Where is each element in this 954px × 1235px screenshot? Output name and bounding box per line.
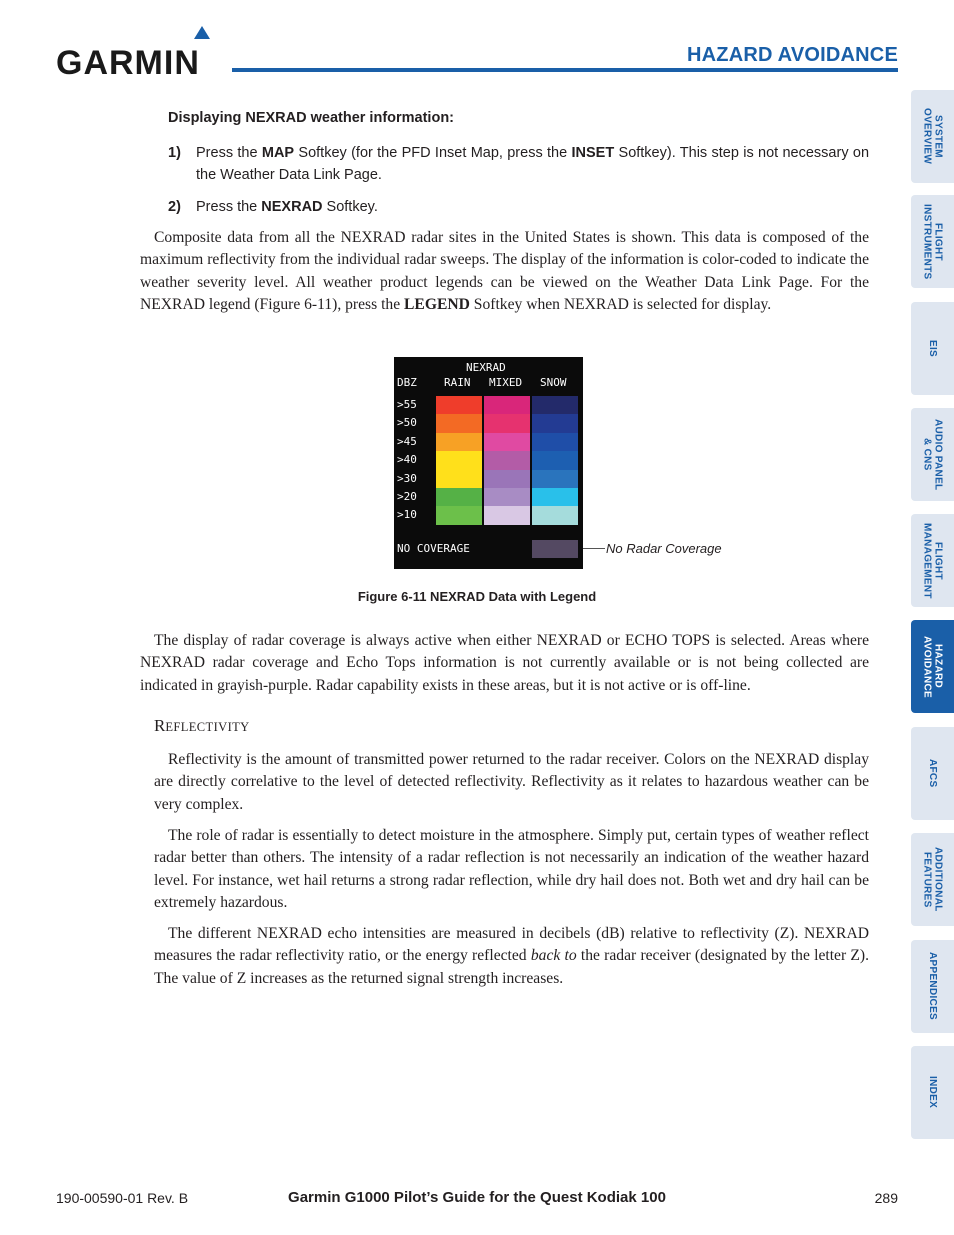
legend-swatch-mixed (484, 396, 530, 414)
legend-swatch-snow (532, 433, 578, 451)
legend-swatch-snow (532, 451, 578, 469)
legend-swatch-snow (532, 396, 578, 414)
legend-swatch-mixed (484, 433, 530, 451)
legend-swatch-mixed (484, 506, 530, 524)
procedure-step-2 (168, 196, 869, 218)
step-number: 2) (168, 199, 181, 215)
legend-swatch-snow (532, 488, 578, 506)
legend-swatch-mixed (484, 488, 530, 506)
nexrad-legend (394, 357, 583, 569)
legend-dbz-label: >20 (397, 490, 417, 503)
document-title: Garmin G1000 Pilot’s Guide for the Quest Kodiak 100 (288, 1189, 666, 1206)
tab-label: FLIGHT MANAGEMENT (921, 522, 944, 599)
legend-swatch-rain (436, 414, 482, 432)
softkey-map: MAP (261, 145, 295, 161)
tab-label: INDEX (927, 1076, 938, 1109)
tab-label: ADDITIONAL FEATURES (921, 847, 944, 912)
legend-swatch-mixed (484, 470, 530, 488)
legend-header-rain: RAIN (444, 376, 471, 389)
tab-label: AFCS (927, 759, 938, 788)
tab-index[interactable] (911, 1046, 954, 1139)
tab-label: APPENDICES (927, 952, 938, 1021)
tab-label: EIS (927, 339, 938, 358)
tab-audio-panel-cns[interactable] (911, 408, 954, 501)
legend-swatch-rain (436, 433, 482, 451)
paragraph-reflectivity-1: Reflectivity is the amount of transmitted power returned to the radar receiver. Colors on the NEXRAD display are directly correlative to the level of detected reflectivity. Reflectivity as it relates to hazardous weather can be very complex. (154, 751, 869, 813)
logo-triangle-icon (194, 26, 210, 39)
softkey-legend: LEGEND (404, 296, 470, 314)
tab-appendices[interactable] (911, 940, 954, 1033)
paragraph-composite-data: Composite data from all the NEXRAD radar sites in the United States is shown. This data is composed of the maximum reflectivity from the individual radar sweeps. The display of the information is color-coded to indicate the weather severity level. All weather product legends can be viewed on the Weather Data Link Page. For the NEXRAD legend (Figure 6-11), press the LEGEND Softkey when NEXRAD is selected for display. (140, 229, 869, 314)
document-number: 190-00590-01 Rev. B (56, 1190, 189, 1206)
legend-swatch-snow (532, 470, 578, 488)
garmin-logo (56, 26, 218, 82)
legend-no-coverage-label: NO COVERAGE (397, 542, 470, 555)
legend-swatch-rain (436, 451, 482, 469)
legend-header-dbz: DBZ (397, 376, 417, 389)
legend-header-snow: SNOW (540, 376, 567, 389)
legend-swatch-mixed (484, 451, 530, 469)
tab-hazard-avoidance[interactable] (911, 620, 954, 713)
step-number: 1) (168, 145, 181, 161)
no-coverage-swatch (532, 540, 578, 558)
legend-swatch-rain (436, 488, 482, 506)
legend-dbz-label: >55 (397, 398, 417, 411)
callout-label: No Radar Coverage (606, 541, 722, 556)
figure-caption: Figure 6-11 NEXRAD Data with Legend (357, 589, 597, 604)
tab-additional-features[interactable] (911, 833, 954, 926)
header-rule (232, 68, 898, 72)
legend-dbz-label: >45 (397, 434, 417, 448)
paragraph-radar-coverage: The display of radar coverage is always active when either NEXRAD or ECHO TOPS is selected. Areas where NEXRAD radar coverage and Echo Tops information is not currently available or is not being collected are indicated in grayish-purple. Radar capability exists in these areas, but it is not active or is off-line. (140, 632, 869, 694)
section-heading-reflectivity: REFLECTIVITY (154, 716, 250, 735)
tab-label: HAZARD AVOIDANCE (921, 635, 944, 698)
legend-swatch-snow (532, 506, 578, 524)
logo-text: GARMIN (56, 44, 200, 82)
legend-swatch-rain (436, 506, 482, 524)
legend-dbz-label: >40 (397, 453, 417, 467)
legend-dbz-label: >50 (397, 416, 417, 430)
legend-swatch-rain (436, 470, 482, 488)
tab-eis[interactable] (911, 302, 954, 395)
tab-label: SYSTEM OVERVIEW (921, 108, 944, 165)
tab-label: FLIGHT INSTRUMENTS (921, 203, 944, 280)
legend-header-mixed: MIXED (489, 376, 523, 389)
page-number: 289 (874, 1190, 898, 1206)
step-text: Press the NEXRAD Softkey. (196, 199, 378, 215)
section-title: HAZARD AVOIDANCE (687, 44, 898, 66)
step-text: Press the MAP Softkey (for the PFD Inset Map, press the INSET Softkey). This step is not necessary on the Weather Data Link Page. (196, 145, 870, 183)
legend-swatch-snow (532, 414, 578, 432)
legend-title: NEXRAD (466, 361, 506, 374)
legend-dbz-label: >10 (397, 508, 417, 522)
tab-system-overview[interactable] (911, 90, 954, 183)
softkey-inset: INSET (571, 145, 615, 161)
paragraph-reflectivity-2: The role of radar is essentially to detect moisture in the atmosphere. Simply put, certain types of weather reflect radar better than others. The intensity of a radar reflection is not necessarily an indication of the weather hazard level. For instance, wet hail returns a strong radar reflection, while dry hail does not. Both wet and dry hail can be extremely hazardous. (154, 827, 869, 912)
tab-flight-instruments[interactable] (911, 195, 954, 288)
callout-line (583, 548, 605, 549)
legend-swatch-mixed (484, 414, 530, 432)
procedure-heading: Displaying NEXRAD weather information: (168, 110, 455, 126)
legend-dbz-label: >30 (397, 471, 417, 485)
procedure-step-1 (168, 142, 869, 186)
tab-label: AUDIO PANEL & CNS (921, 418, 944, 491)
softkey-nexrad: NEXRAD (261, 199, 323, 215)
paragraph-reflectivity-3: The different NEXRAD echo intensities are measured in decibels (dB) relative to reflectivity (Z). NEXRAD measures the radar reflectivity ratio, or the energy reflected back to the radar receiver (designated by the letter Z). The value of Z increases as the returned signal strength increases. (154, 925, 870, 987)
tab-afcs[interactable] (911, 727, 954, 820)
legend-swatch-rain (436, 396, 482, 414)
